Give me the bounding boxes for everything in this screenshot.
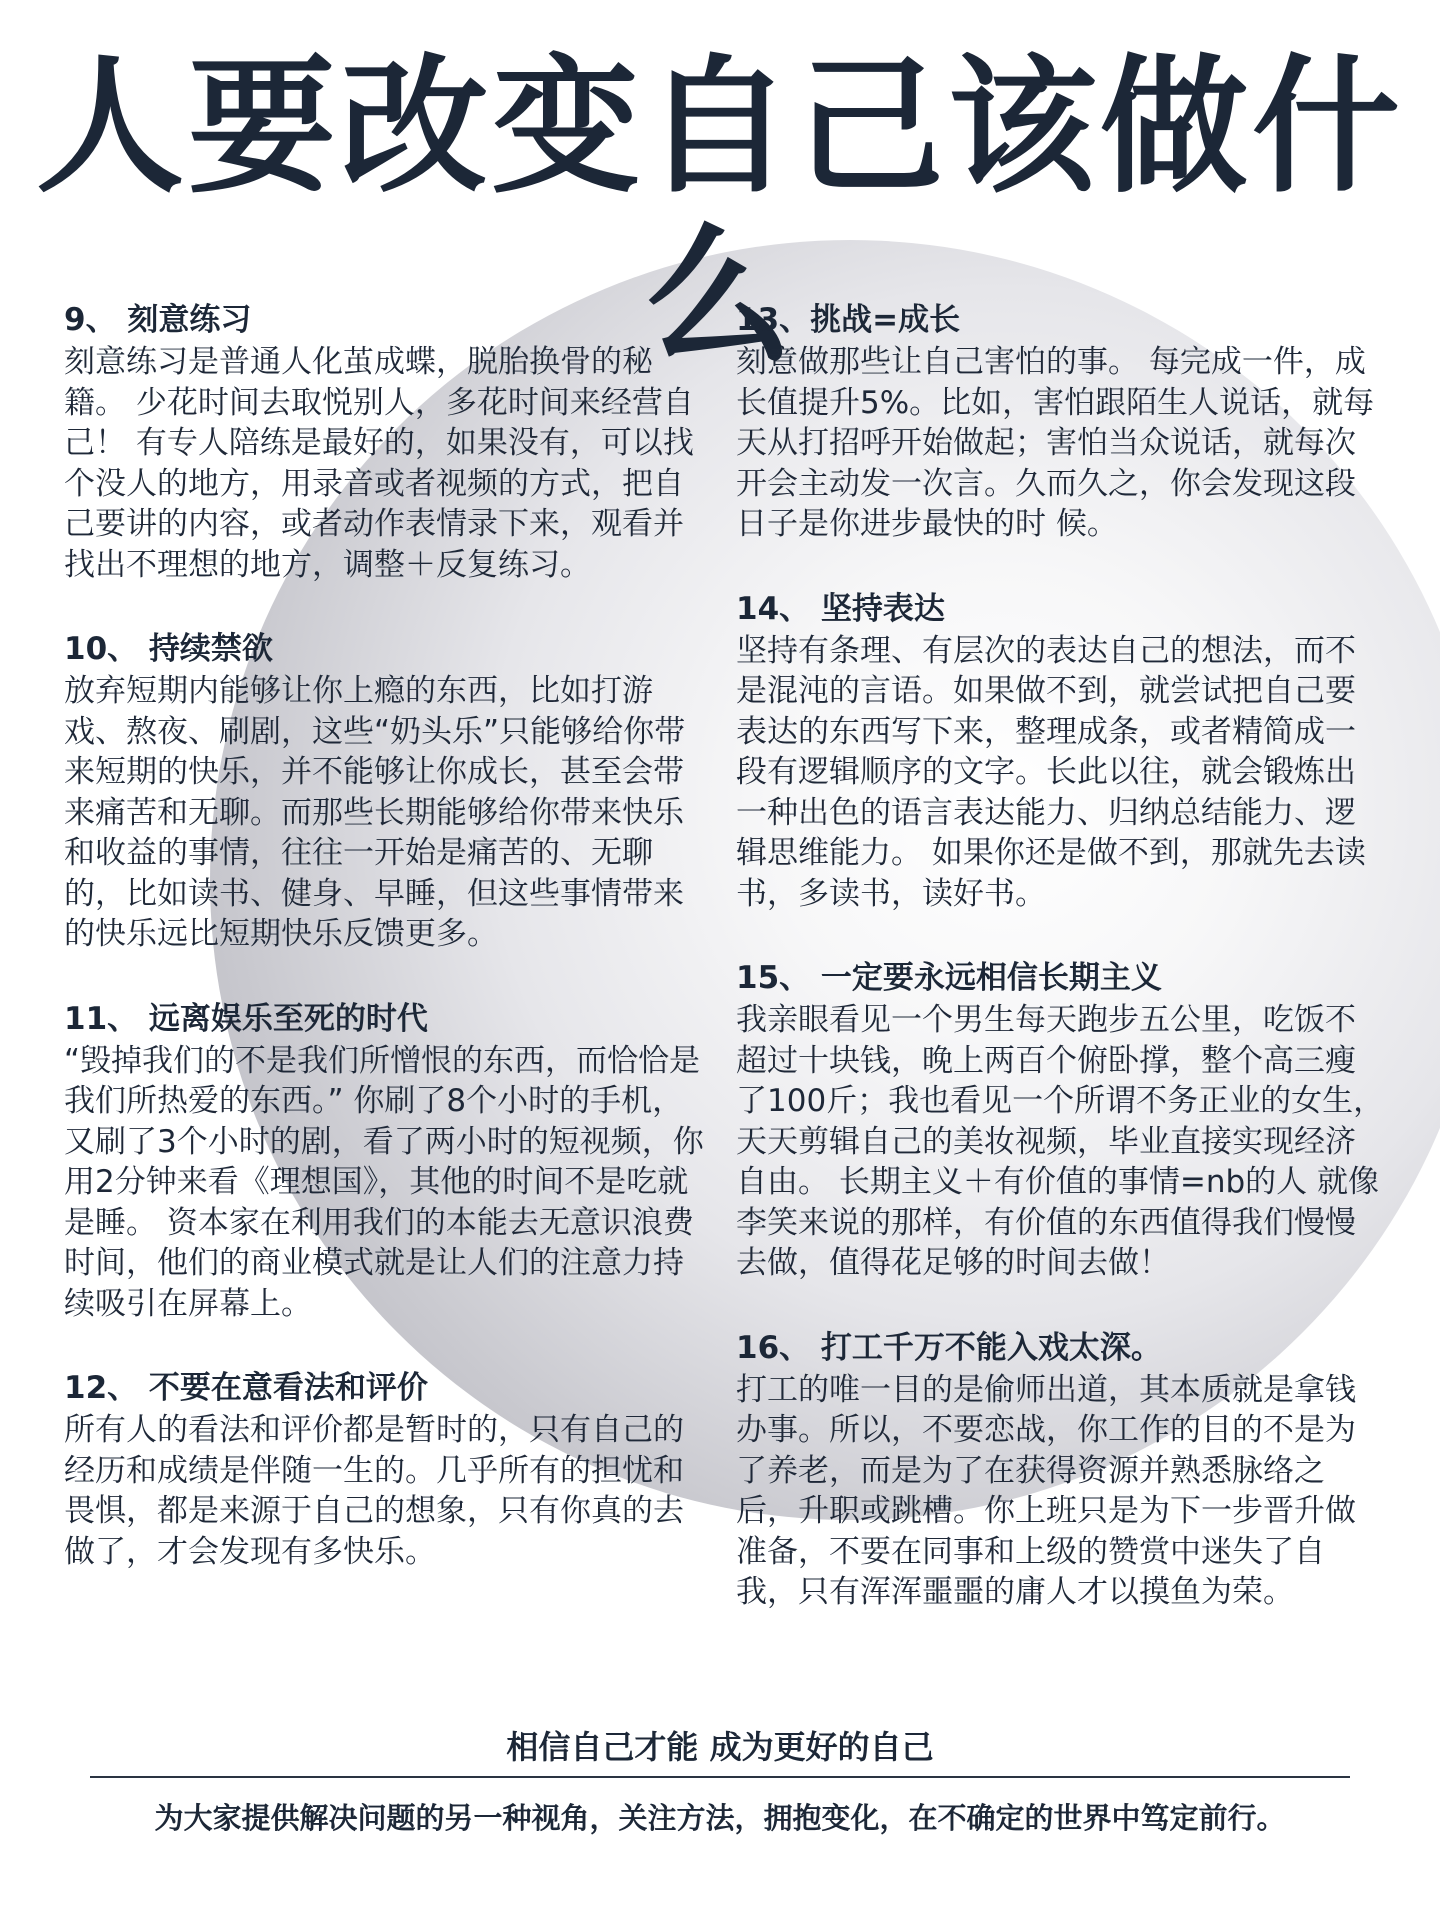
section-body: 刻意练习是普通人化茧成蝶，脱胎换骨的秘籍。 少花时间去取悦别人，多花时间来经营自己！ 有专人陪练是最好的，如果没有，可以找个没人的地方，用录音或者视频的方式，把自己要讲的内容，或者动作表情录下来，观看并找出不理想的地方，调整＋反复练习。: [64, 344, 694, 583]
section-title: 11、 远离娱乐至死的时代: [64, 1000, 428, 1037]
section-title: 12、 不要在意看法和评价: [64, 1370, 428, 1406]
section-body: 打工的唯一目的是偷师出道，其本质就是拿钱办事。所以，不要恋战，你工作的目的不是为了养老，而是为了在获得资源并熟悉脉络之后，升职或跳槽。你上班只是为下一步晋升做准备，不要在同事和上级的赞赏中迷失了自我，只有浑浑噩噩的庸人才以摸鱼为荣。: [736, 1371, 1356, 1610]
section-body: 刻意做那些让自己害怕的事。 每完成一件，成长值提升5%。比如，害怕跟陌生人说话，就每天从打招呼开始做起；害怕当众说话，就每次开会主动发一次言。久而久之，你会发现这段日子是你进步最快的时 候。: [736, 344, 1375, 542]
section-11: [64, 999, 704, 1325]
section-12: [64, 1368, 704, 1572]
left-column: [64, 300, 704, 1616]
section-title: 15、 一定要永远相信长期主义: [736, 960, 1162, 996]
section-body: 我亲眼看见一个男生每天跑步五公里，吃饭不超过十块钱，晚上两百个俯卧撑，整个高三瘦了100斤；我也看见一个所谓不务正业的女生，天天剪辑自己的美妆视频，毕业直接实现经济自由。 长期主义＋有价值的事情=nb的人 就像李笑来说的那样，有价值的东西值得我们慢慢去做，值得花足够的时间去做！: [736, 1002, 1385, 1281]
section-16: [736, 1328, 1386, 1613]
right-column: [736, 300, 1386, 1657]
section-title: 16、 打工千万不能入戏太深。: [736, 1329, 1162, 1366]
section-body: 放弃短期内能够让你上瘾的东西，比如打游戏、熬夜、刷剧，这些“奶头乐”只能够给你带来短期的快乐，并不能够让你成长，甚至会带来痛苦和无聊。而那些长期能够给你带来快乐和收益的事情，往往一开始是痛苦的、无聊的，比如读书、健身、早睡，但这些事情带来的快乐远比短期快乐反馈更多。: [64, 673, 686, 952]
section-10: [64, 629, 704, 955]
footer-divider: [90, 1776, 1350, 1778]
section-title: 13、挑战=成长: [736, 302, 961, 338]
footer-text: 为大家提供解决问题的另一种视角，关注方法，拥抱变化，在不确定的世界中笃定前行。: [154, 1801, 1286, 1835]
section-9: [64, 300, 704, 585]
section-14: [736, 589, 1386, 915]
section-body: 所有人的看法和评价都是暂时的，只有自己的经历和成绩是伴随一生的。几乎所有的担忧和畏惧，都是来源于自己的想象，只有你真的去做了，才会发现有多快乐。: [64, 1412, 684, 1570]
section-15: [736, 958, 1386, 1284]
section-title: 9、 刻意练习: [64, 302, 252, 338]
section-body: 坚持有条理、有层次的表达自己的想法，而不是混沌的言语。如果做不到，就尝试把自己要表达的东西写下来，整理成条，或者精简成一段有逻辑顺序的文字。长此以往，就会锻炼出一种出色的语言表达能力、归纳总结能力、逻辑思维能力。 如果你还是做不到，那就先去读书，多读书，读好书。: [736, 632, 1366, 912]
page-title: 人要改变自己该做什么: [36, 41, 1404, 384]
section-13: [736, 300, 1386, 545]
section-title: 10、 持续禁欲: [64, 631, 273, 667]
section-body: “毁掉我们的不是我们所憎恨的东西，而恰恰是我们所热爱的东西。” 你刷了8个小时的手机，又刷了3个小时的剧，看了两小时的短视频，你用2分钟来看《理想国》，其他的时间不是吃就是睡。 资本家在利用我们的本能去无意识浪费时间，他们的商业模式就是让人们的注意力持续吸引在屏幕上。: [64, 1042, 704, 1322]
section-title: 14、 坚持表达: [736, 590, 945, 627]
slogan: 相信自己才能 成为更好的自己: [506, 1728, 934, 1766]
